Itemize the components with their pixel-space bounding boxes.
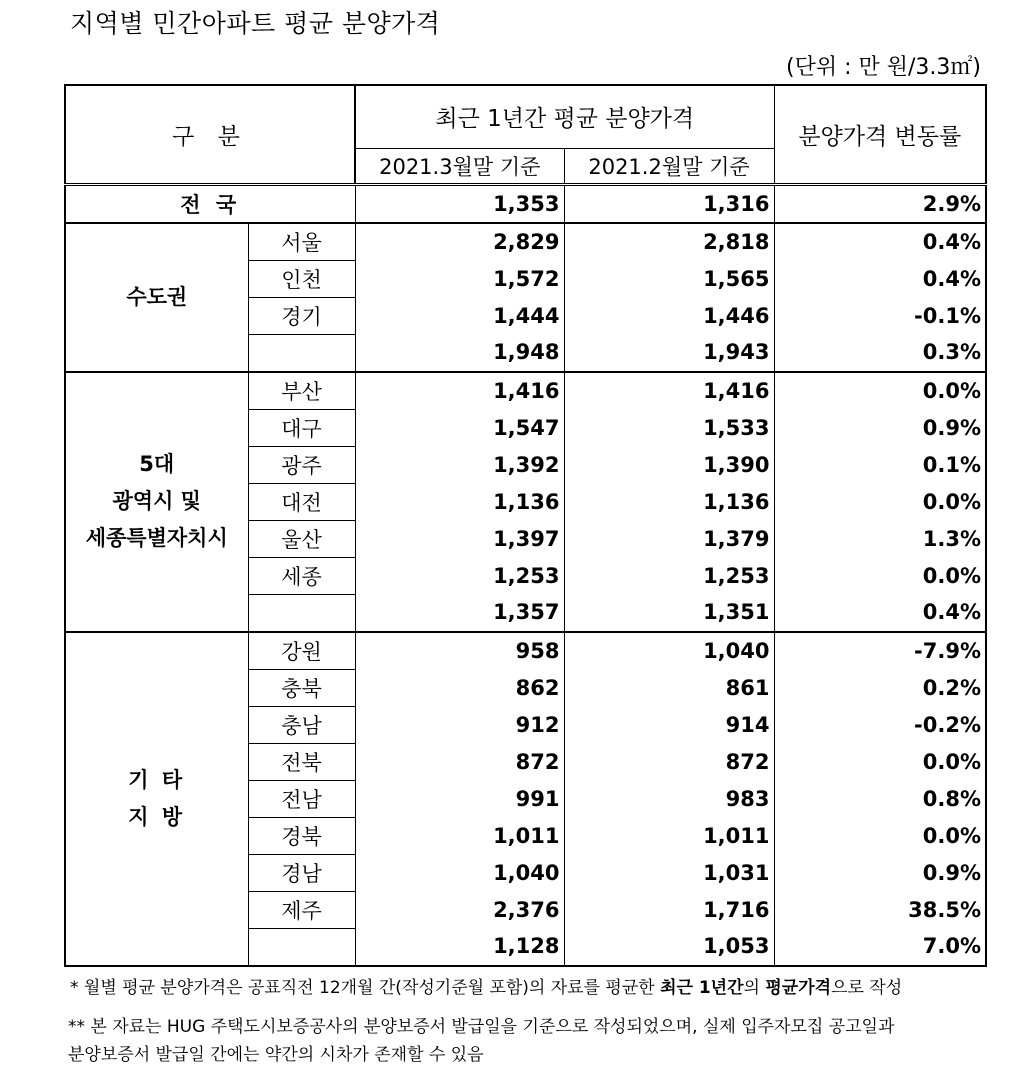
value-mar: 2,376 (355, 891, 564, 928)
value-mar: 991 (355, 780, 564, 817)
footnote-1-part-c: 의 (743, 978, 766, 998)
value-mar: 1,444 (355, 297, 564, 334)
value-change: 0.0% (774, 483, 986, 520)
subtotal-value-change: 0.4% (774, 594, 986, 632)
value-feb: 983 (564, 780, 774, 817)
value-mar: 1,547 (355, 409, 564, 446)
header-category: 구 분 (65, 85, 355, 184)
value-change: 0.4% (774, 260, 986, 297)
price-table-body (65, 85, 986, 966)
region-name: 경기 (248, 297, 355, 334)
region-name: 경남 (248, 854, 355, 891)
value-feb: 1,716 (564, 891, 774, 928)
value-mar: 1,572 (355, 260, 564, 297)
value-mar: 958 (355, 632, 564, 670)
value-change: -0.1% (774, 297, 986, 334)
value-mar: 2,829 (355, 223, 564, 261)
header-change: 분양가격 변동률 (774, 85, 986, 184)
group-label (65, 632, 248, 966)
value-mar: 1,253 (355, 557, 564, 594)
subtotal-value-mar: 1,357 (355, 594, 564, 632)
subtotal-blank (248, 928, 355, 966)
table-row (65, 372, 986, 410)
value-change: 0.9% (774, 409, 986, 446)
value-change: 0.0% (774, 557, 986, 594)
table-row (65, 632, 986, 670)
subtotal-blank (248, 594, 355, 632)
group-label-line: 세종특별자치시 (85, 526, 228, 550)
value-change: 0.9% (774, 854, 986, 891)
subtotal-value-feb: 1,943 (564, 334, 774, 372)
value-change: 0.1% (774, 446, 986, 483)
region-name: 대전 (248, 483, 355, 520)
value-mar: 1,392 (355, 446, 564, 483)
value-feb: 872 (564, 743, 774, 780)
value-feb: 2,818 (564, 223, 774, 261)
header-col-feb: 2021.2월말 기준 (564, 148, 774, 184)
region-name: 충북 (248, 669, 355, 706)
region-name: 전남 (248, 780, 355, 817)
subtotal-blank (248, 334, 355, 372)
national-feb: 1,316 (564, 184, 774, 223)
national-mar: 1,353 (355, 184, 564, 223)
value-feb: 861 (564, 669, 774, 706)
value-feb: 914 (564, 706, 774, 743)
group-label-line: 5대 (139, 452, 175, 476)
header-col-mar: 2021.3월말 기준 (355, 148, 564, 184)
price-table (64, 84, 987, 967)
value-change: 0.0% (774, 372, 986, 410)
value-mar: 862 (355, 669, 564, 706)
value-feb: 1,533 (564, 409, 774, 446)
value-feb: 1,565 (564, 260, 774, 297)
region-name: 전북 (248, 743, 355, 780)
national-change: 2.9% (774, 184, 986, 223)
value-feb: 1,390 (564, 446, 774, 483)
value-change: 0.8% (774, 780, 986, 817)
value-change: 0.0% (774, 817, 986, 854)
value-feb: 1,253 (564, 557, 774, 594)
subtotal-value-mar: 1,948 (355, 334, 564, 372)
value-mar: 1,397 (355, 520, 564, 557)
value-change: 0.4% (774, 223, 986, 261)
footnote-2-line-1: ** 본 자료는 HUG 주택도시보증공사의 분양보증서 발급일을 기준으로 작성되었으며, 실제 입주자모집 공고일과 (68, 1017, 895, 1037)
region-name: 경북 (248, 817, 355, 854)
value-feb: 1,040 (564, 632, 774, 670)
footnote-1-part-e: 으로 작성 (831, 978, 903, 998)
subtotal-value-change: 7.0% (774, 928, 986, 966)
region-name: 강원 (248, 632, 355, 670)
value-feb: 1,011 (564, 817, 774, 854)
group-label-line: 광역시 및 (112, 489, 201, 513)
value-change: -0.2% (774, 706, 986, 743)
subtotal-value-mar: 1,128 (355, 928, 564, 966)
footnote-1-emph-2: 평균가격 (765, 978, 832, 998)
subtotal-value-change: 0.3% (774, 334, 986, 372)
national-label: 전 국 (65, 184, 355, 223)
value-mar: 1,040 (355, 854, 564, 891)
group-label-line: 지 방 (128, 804, 186, 829)
region-name: 세종 (248, 557, 355, 594)
region-name: 광주 (248, 446, 355, 483)
group-label: 수도권 (65, 223, 248, 372)
value-feb: 1,416 (564, 372, 774, 410)
unit-label: (단위 : 만 원/3.3㎡) (786, 55, 981, 80)
value-change: -7.9% (774, 632, 986, 670)
footnote-2-line-2: 분양보증서 발급일 간에는 약간의 시차가 존재할 수 있음 (68, 1045, 484, 1065)
value-change: 38.5% (774, 891, 986, 928)
footnote-1-emph-1: 최근 1년간 (660, 978, 744, 998)
region-name: 대구 (248, 409, 355, 446)
value-mar: 1,136 (355, 483, 564, 520)
value-change: 0.0% (774, 743, 986, 780)
subtotal-value-feb: 1,351 (564, 594, 774, 632)
group-label (65, 372, 248, 632)
value-mar: 912 (355, 706, 564, 743)
region-name: 제주 (248, 891, 355, 928)
subtotal-value-feb: 1,053 (564, 928, 774, 966)
region-name: 부산 (248, 372, 355, 410)
region-name: 충남 (248, 706, 355, 743)
region-name: 울산 (248, 520, 355, 557)
value-feb: 1,379 (564, 520, 774, 557)
table-row (65, 223, 986, 261)
value-mar: 872 (355, 743, 564, 780)
value-feb: 1,031 (564, 854, 774, 891)
value-feb: 1,136 (564, 483, 774, 520)
value-feb: 1,446 (564, 297, 774, 334)
group-label-line: 기 타 (128, 767, 186, 792)
value-change: 1.3% (774, 520, 986, 557)
value-change: 0.2% (774, 669, 986, 706)
footnote-1 (70, 973, 902, 998)
region-name: 서울 (248, 223, 355, 261)
region-name: 인천 (248, 260, 355, 297)
footnote-1-part-a: * 월별 평균 분양가격은 공표직전 12개월 간(작성기준월 포함)의 자료를 평균한 (70, 978, 661, 998)
document-title: 지역별 민간아파트 평균 분양가격 (70, 9, 441, 38)
value-mar: 1,416 (355, 372, 564, 410)
header-recent-avg: 최근 1년간 평균 분양가격 (355, 85, 774, 148)
value-mar: 1,011 (355, 817, 564, 854)
